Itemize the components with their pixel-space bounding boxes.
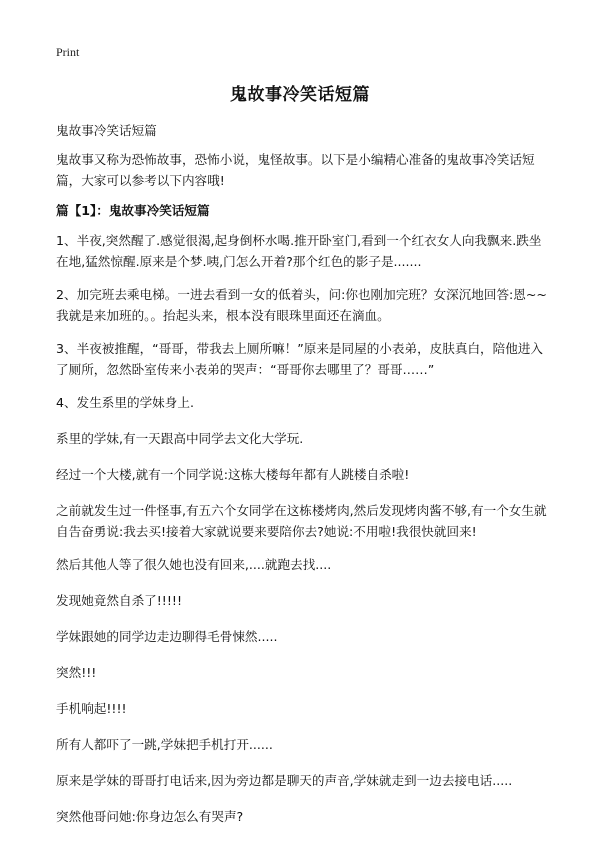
paragraph-2: 2、加完班去乘电梯。一进去看到一女的低着头，问:你也刚加完班？女深沉地回答:恩~~我就是来加班的。。抬起头来，根本没有眼珠里面还在滴血。 [56,287,547,323]
article-body [56,120,548,842]
paragraph-9: 发现她竟然自杀了!!!!! [56,593,182,608]
article-subtitle: 鬼故事冷笑话短篇 [56,123,157,138]
intro-paragraph: 鬼故事又称为恐怖故事，恐怖小说，鬼怪故事。以下是小编精心准备的鬼故事冷笑话短篇，大家可以参考以下内容哦! [56,152,535,188]
section-heading: 篇【1】：鬼故事冷笑话短篇 [56,203,210,218]
paragraph-6: 经过一个大楼,就有一个同学说:这栋大楼每年都有人跳楼自杀啦! [56,467,410,482]
paragraph-3: 3、半夜被推醒，“哥哥，带我去上厕所嘛！”原来是同屋的小表弟，皮肤真白，陪他进入了厕所，忽然卧室传来小表弟的哭声：“哥哥你去哪里了？哥哥……” [56,341,544,377]
paragraph-10: 学妹跟她的同学边走边聊得毛骨悚然..... [56,629,278,644]
paragraph-8: 然后其他人等了很久她也没有回来,....就跑去找.... [56,557,332,572]
paragraph-15: 突然他哥问她:你身边怎么有哭声? [56,809,244,824]
paragraph-11: 突然!!! [56,665,97,680]
print-link[interactable]: Print [56,45,80,59]
paragraph-7: 之前就发生过一件怪事,有五六个女同学在这栋楼烤肉,然后发现烤肉酱不够,有一个女生就自告奋勇说:我去买!接着大家就说要来要陪你去?她说:不用啦!我很快就回来! [56,503,547,539]
paragraph-14: 原来是学妹的哥哥打电话来,因为旁边都是聊天的声音,学妹就走到一边去接电话..... [56,773,513,788]
paragraph-4: 4、发生系里的学妹身上. [56,395,194,410]
paragraph-5: 系里的学妹,有一天跟高中同学去文化大学玩. [56,431,304,446]
page-title: 鬼故事冷笑话短篇 [230,85,370,105]
paragraph-13: 所有人都吓了一跳,学妹把手机打开...... [56,737,273,752]
paragraph-1: 1、半夜,突然醒了.感觉很渴,起身倒杯水喝.推开卧室门,看到一个红衣女人向我飘来.跌坐在地,猛然惊醒.原来是个梦.咦,门怎么开着?那个红色的影子是....... [56,233,542,269]
paragraph-12: 手机响起!!!! [56,701,127,716]
